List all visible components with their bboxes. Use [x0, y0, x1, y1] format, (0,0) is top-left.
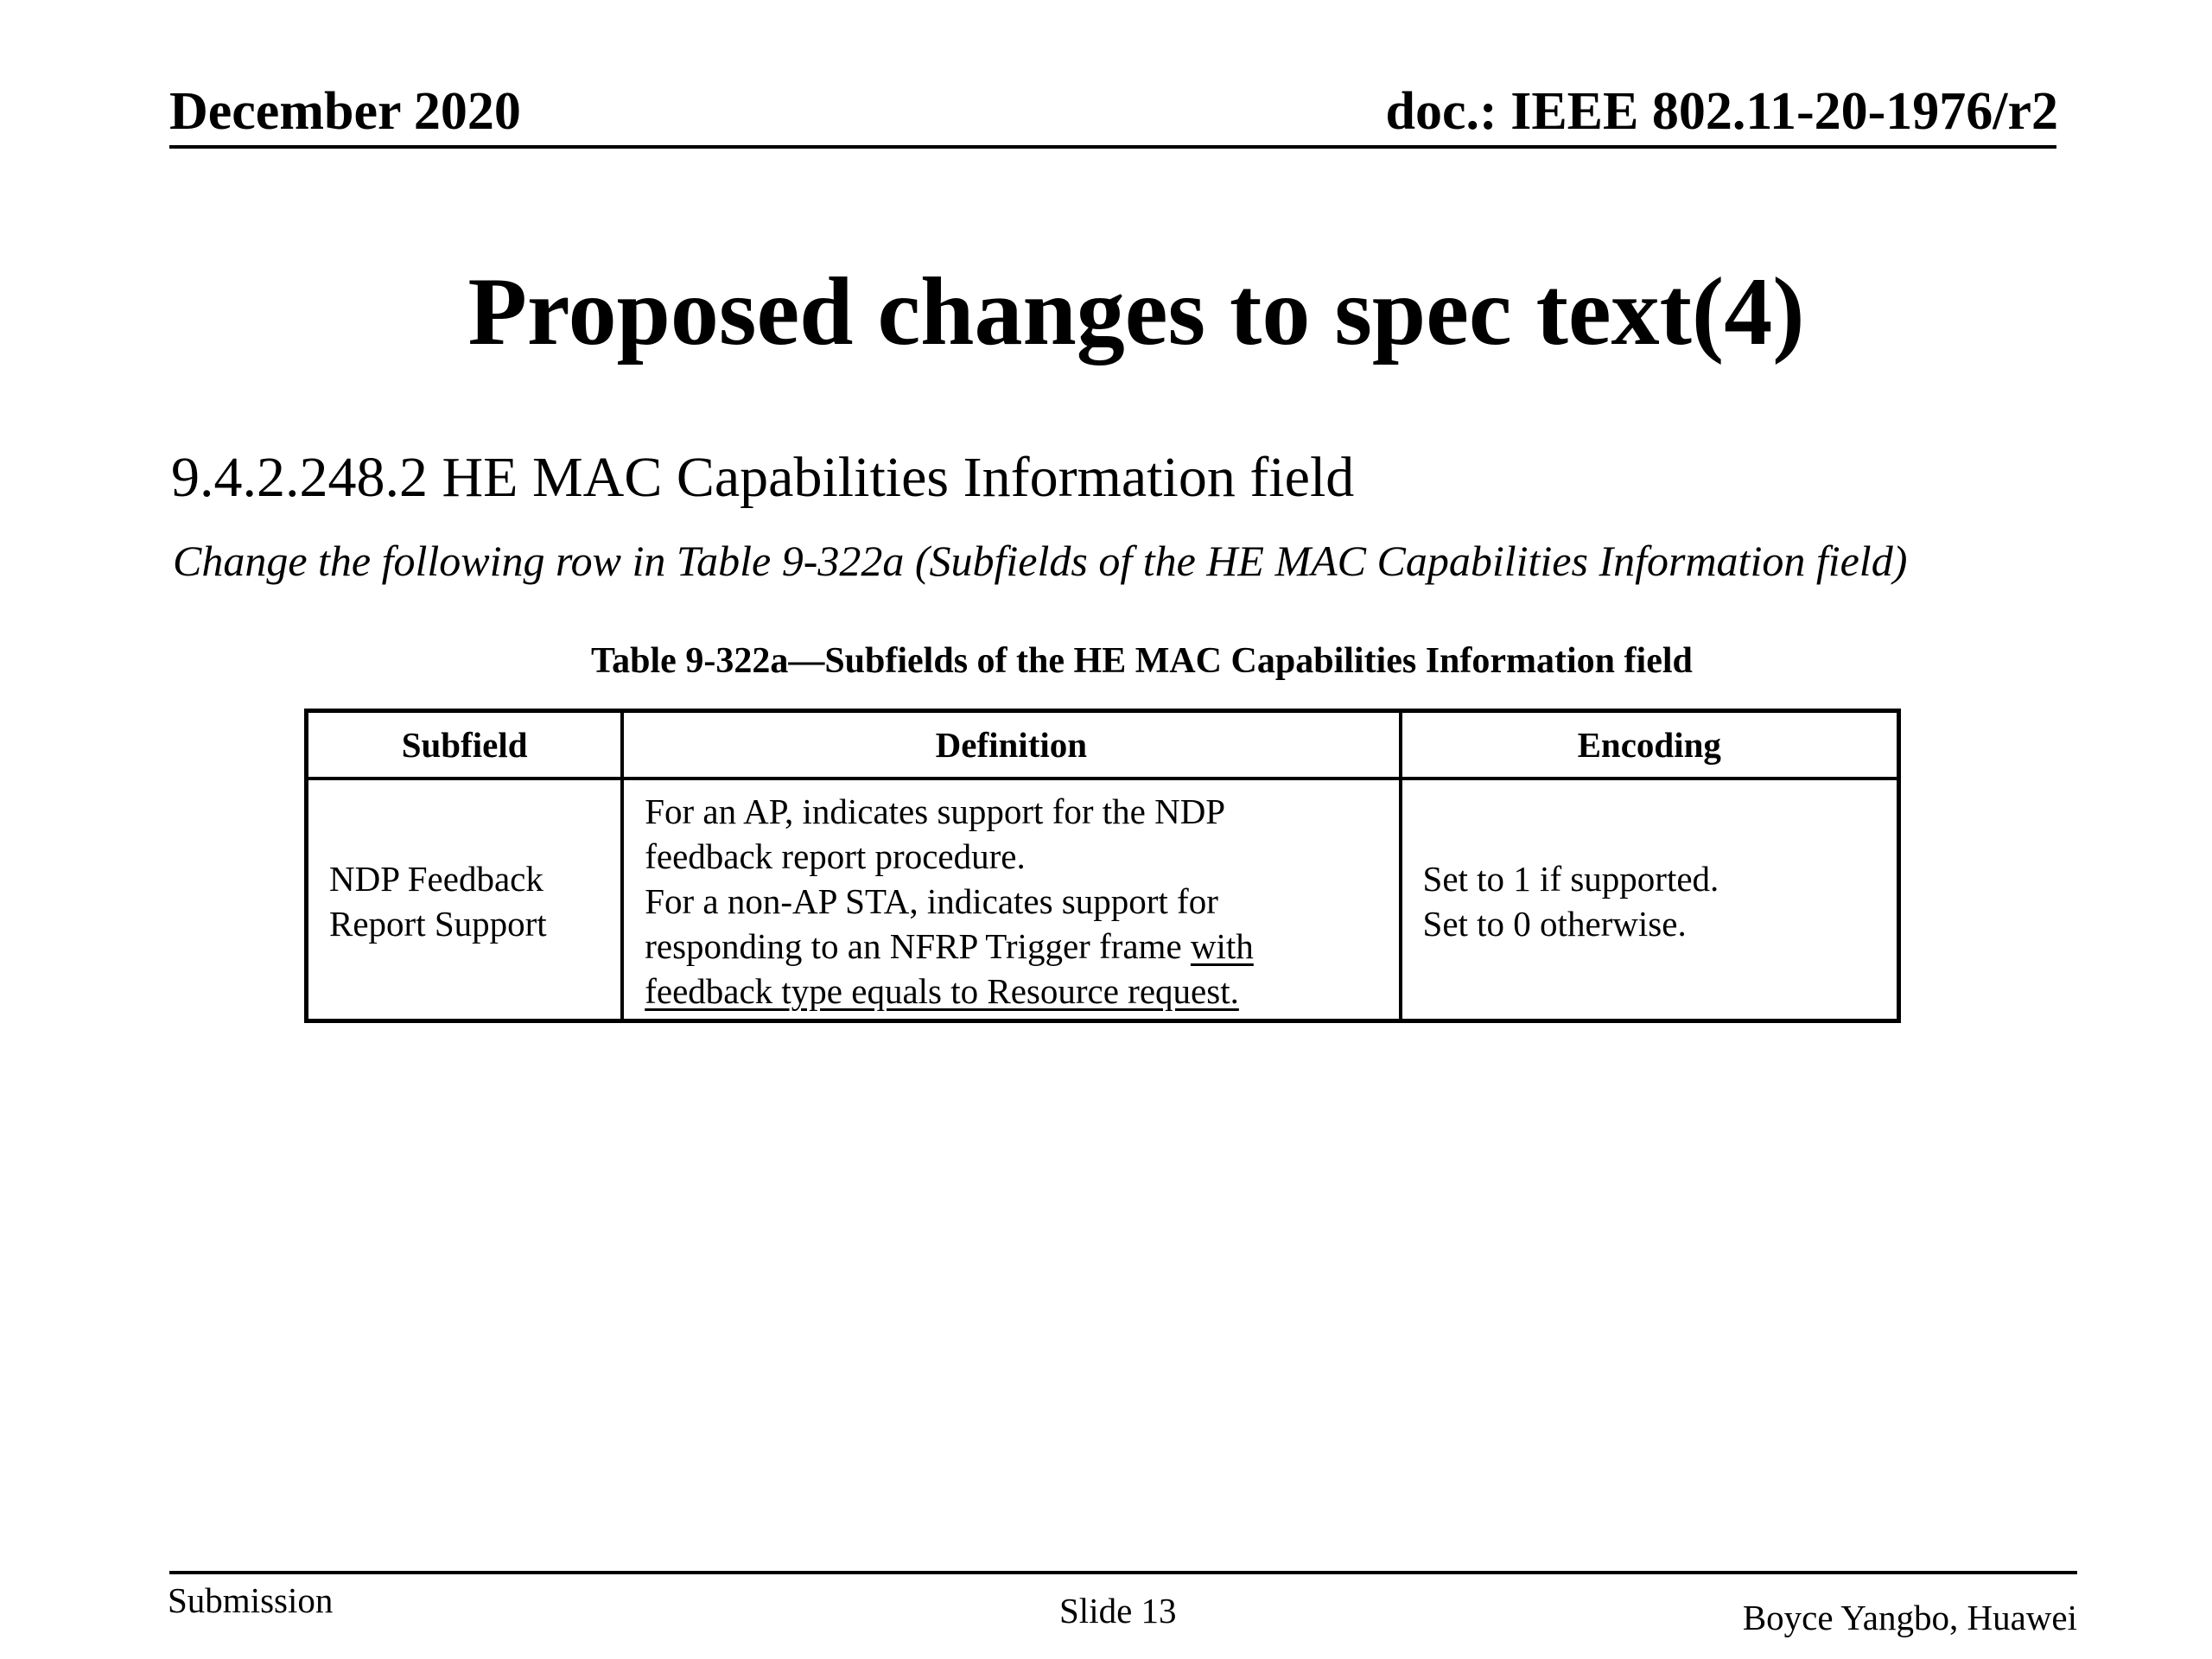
definition-line: [645, 924, 1377, 969]
header-date: December 2020: [169, 82, 521, 141]
inserted-text: with: [1190, 926, 1254, 967]
footer-submission: Submission: [168, 1580, 334, 1620]
inserted-text: feedback type equals to Resource request.: [645, 971, 1239, 1012]
encoding-line: Set to 0 otherwise.: [1422, 904, 1687, 944]
footer-divider: [169, 1571, 2077, 1574]
table-row: [307, 779, 1899, 1021]
cell-subfield: [307, 779, 623, 1021]
definition-line: For an AP, indicates support for the NDP: [645, 791, 1226, 831]
definition-line: [645, 969, 1377, 1014]
cell-definition: [622, 779, 1400, 1021]
cell-encoding: [1401, 779, 1899, 1021]
definition-line: feedback report procedure.: [645, 836, 1026, 877]
slide-title: Proposed changes to spec text(4): [467, 258, 1805, 365]
subfields-table: [304, 709, 1901, 1023]
definition-text: responding to an NFRP Trigger frame: [645, 926, 1191, 967]
encoding-line: Set to 1 if supported.: [1422, 859, 1719, 899]
table-caption: Table 9-322a—Subfields of the HE MAC Capabilities Information field: [591, 641, 1693, 681]
table-header-row: [307, 711, 1899, 779]
header-encoding: Encoding: [1401, 711, 1899, 779]
definition-line: For a non-AP STA, indicates support for: [645, 881, 1218, 922]
subfield-line: Report Support: [329, 904, 547, 944]
header-doc-id: doc.: IEEE 802.11-20-1976/r2: [1385, 82, 2058, 141]
footer-author: Boyce Yangbo, Huawei: [1742, 1598, 2077, 1637]
edit-instruction: Change the following row in Table 9-322a (Subfields of the HE MAC Capabilities Information field): [173, 537, 1908, 585]
footer-slide-number: Slide 13: [1059, 1591, 1177, 1630]
subfield-line: NDP Feedback: [329, 859, 543, 899]
section-heading: 9.4.2.248.2 HE MAC Capabilities Information field: [171, 446, 1355, 509]
header-definition: Definition: [622, 711, 1400, 779]
header-subfield: Subfield: [307, 711, 623, 779]
header-divider: [169, 145, 2056, 149]
